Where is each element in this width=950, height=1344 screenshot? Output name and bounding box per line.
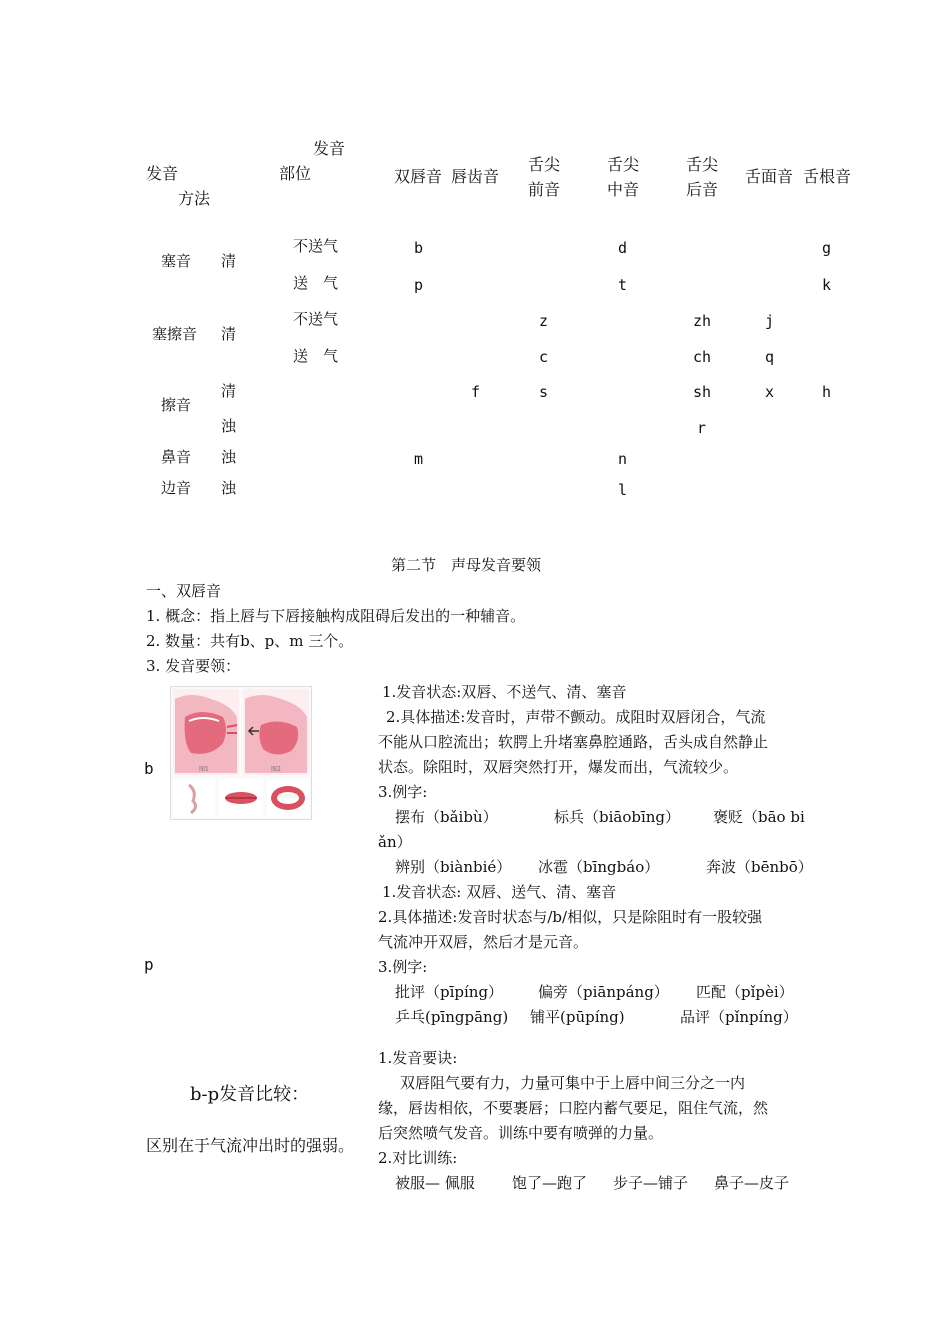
b-desc-1: 2.具体描述:发音时，声带不颤动。成阻时双唇闭合，气流: [386, 708, 766, 726]
row-bianyin-manner: 边音: [161, 479, 192, 497]
row-biyin-manner: 鼻音: [161, 448, 192, 466]
col-shejian-qian-2: 前音: [528, 180, 561, 199]
row-saica-asp1: 不送气: [293, 310, 339, 328]
col-shejian-hou-2: 后音: [686, 180, 719, 199]
letter-l: l: [618, 481, 628, 499]
col-shejian-hou-1: 舌尖: [686, 155, 719, 174]
articulation-figure: [170, 686, 312, 820]
b-desc-2: 不能从口腔流出；软腭上升堵塞鼻腔通路，舌头成自然静止: [378, 733, 769, 751]
line-yaoling: 3. 发音要领：: [146, 657, 241, 675]
b-example-1: 摆布（bǎibù）: [395, 808, 498, 826]
letter-sh: sh: [693, 383, 712, 401]
row-bianyin-voice: 浊: [221, 479, 237, 497]
row-saiyin-manner: 塞音: [161, 252, 192, 270]
p-desc-1: 2.具体描述:发音时状态与/b/相似，只是除阻时有一股较强: [378, 908, 763, 926]
compare-key-label: 1.发音要诀:: [378, 1049, 458, 1067]
letter-ch: ch: [693, 348, 712, 366]
col-shemian: 舌面音: [745, 167, 794, 186]
row-saica-asp2: 送 气: [293, 347, 339, 365]
col-shejian-qian-1: 舌尖: [528, 155, 561, 174]
letter-g: g: [822, 239, 832, 257]
letter-b: b: [414, 239, 424, 257]
row-biyin-voice: 浊: [221, 448, 237, 466]
letter-p: p: [414, 276, 424, 294]
b-example-6: 奔波（bēnbō）: [706, 858, 813, 876]
letter-m: m: [414, 450, 424, 468]
col-shejian-zhong-1: 舌尖: [607, 155, 640, 174]
row-saica-manner: 塞擦音: [152, 325, 198, 343]
header-fangfa: 方法: [178, 189, 211, 208]
line-concept: 1. 概念：指上唇与下唇接触构成阻碍后发出的一种辅音。: [146, 607, 526, 625]
b-example-5: 冰雹（bīngbáo）: [538, 858, 660, 876]
svg-text:图1: 图1: [199, 766, 209, 773]
letter-zh: zh: [693, 312, 712, 330]
section-title: 第二节 声母发音要领: [391, 556, 542, 574]
letter-d: d: [618, 239, 628, 257]
p-state: 1.发音状态: 双唇、送气、清、塞音: [382, 883, 617, 901]
compare-key-2: 缘，唇齿相依，不要裹唇；口腔内蓄气要足，阻住气流，然: [378, 1099, 769, 1117]
compare-note: 区别在于气流冲出时的强弱。: [146, 1136, 355, 1155]
col-shejian-zhong-2: 中音: [607, 180, 640, 199]
p-example-3: 匹配（pǐpèi）: [696, 983, 794, 1001]
letter-r: r: [697, 419, 707, 437]
letter-j: j: [765, 312, 775, 330]
letter-n: n: [618, 450, 628, 468]
compare-word-4: 鼻子—皮子: [714, 1174, 790, 1192]
col-shuangchun: 双唇音: [394, 167, 443, 186]
b-state: 1.发音状态:双唇、不送气、清、塞音: [382, 683, 627, 701]
line-count: 2. 数量：共有b、p、m 三个。: [146, 632, 354, 650]
compare-train-label: 2.对比训练:: [378, 1149, 458, 1167]
p-example-1: 批评（pīpíng）: [395, 983, 504, 1001]
compare-key-3: 后突然喷气发音。训练中要有喷弹的力量。: [378, 1124, 664, 1142]
header-buwei: 部位: [279, 164, 312, 183]
col-shegen: 舌根音: [803, 167, 852, 186]
b-example-3: 褒贬（bāo bi: [713, 808, 805, 826]
p-example-4: 乒乓(pīngpāng): [395, 1008, 509, 1026]
compare-key-1: 双唇阻气要有力，力量可集中于上唇中间三分之一内: [400, 1074, 746, 1092]
letter-c: c: [539, 348, 549, 366]
letter-q: q: [765, 348, 775, 366]
row-cayin-manner: 擦音: [161, 396, 192, 414]
letter-z: z: [539, 312, 549, 330]
compare-word-1: 被服— 佩服: [395, 1174, 475, 1192]
compare-word-3: 步子—铺子: [613, 1174, 689, 1192]
letter-s: s: [539, 383, 549, 401]
svg-text:图2: 图2: [271, 766, 281, 773]
p-example-2: 偏旁（piānpáng）: [538, 983, 669, 1001]
header-buwei-top: 发音: [313, 139, 346, 158]
row-saiyin-asp2: 送 气: [293, 274, 339, 292]
letter-x: x: [765, 383, 775, 401]
p-examples-label: 3.例字:: [378, 958, 428, 976]
p-letter: p: [144, 955, 154, 974]
row-saica-voice: 清: [221, 325, 237, 343]
row-cayin-voice2: 浊: [221, 417, 237, 435]
letter-f: f: [471, 383, 481, 401]
b-example-3-cont: ǎn）: [378, 833, 412, 851]
p-desc-2: 气流冲开双唇，然后才是元音。: [378, 933, 589, 951]
b-examples-label: 3.例字:: [378, 783, 428, 801]
p-example-6: 品评（pǐnpíng）: [680, 1008, 798, 1026]
heading-shuangchun: 一、双唇音: [146, 582, 222, 600]
p-example-5: 铺平(pūpíng): [530, 1008, 625, 1026]
b-example-2: 标兵（biāobīng）: [554, 808, 681, 826]
row-cayin-voice1: 清: [221, 382, 237, 400]
b-desc-3: 状态。除阻时，双唇突然打开，爆发而出，气流较少。: [378, 758, 739, 776]
b-example-4: 辨别（biànbié）: [395, 858, 512, 876]
b-letter: b: [144, 759, 154, 778]
letter-h: h: [822, 383, 832, 401]
letter-t: t: [618, 276, 628, 294]
compare-title: b-p发音比较：: [190, 1084, 310, 1105]
row-saiyin-voice: 清: [221, 252, 237, 270]
compare-word-2: 饱了—跑了: [512, 1174, 588, 1192]
row-saiyin-asp1: 不送气: [293, 237, 339, 255]
header-fayin: 发音: [146, 164, 179, 183]
col-chunchi: 唇齿音: [451, 167, 500, 186]
letter-k: k: [822, 276, 832, 294]
